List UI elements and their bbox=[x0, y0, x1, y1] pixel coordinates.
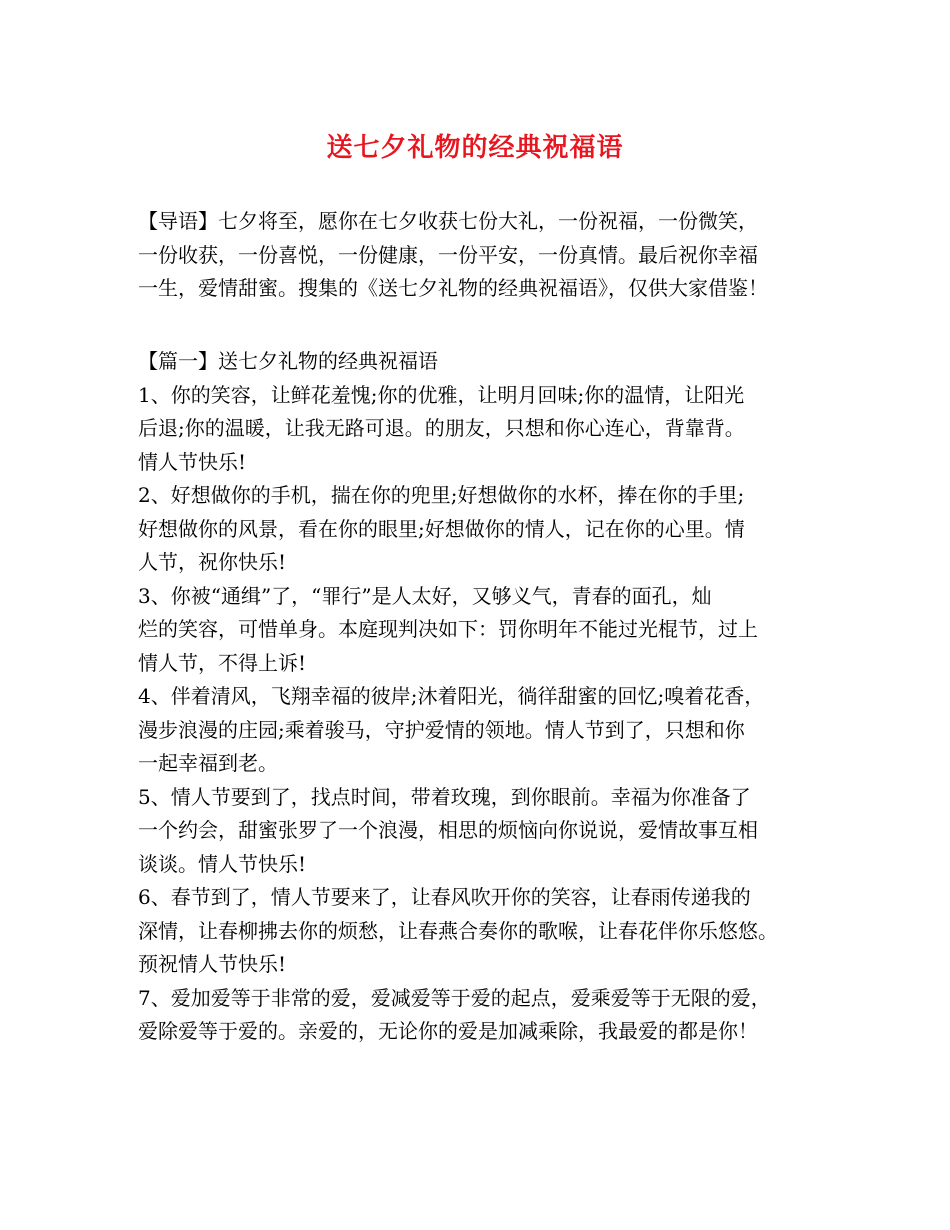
section-line: 爱除爱等于爱的。亲爱的，无论你的爱是加减乘除，我最爱的都是你！ bbox=[138, 1019, 758, 1043]
section-line: 一个约会，甜蜜张罗了一个浪漫，相思的烦恼向你说说，爱情故事互相 bbox=[138, 818, 758, 842]
section-line: 1、你的笑容，让鲜花羞愧;你的优雅，让明月回味;你的温情，让阳光 bbox=[138, 382, 745, 407]
section-line: 6、春节到了，情人节要来了，让春风吹开你的笑容，让春雨传递我的 bbox=[138, 885, 751, 909]
section-line: 深情，让春柳拂去你的烦愁，让春燕合奏你的歌喉，让春花伴你乐悠悠。 bbox=[138, 918, 778, 943]
intro-line: 【导语】七夕将至，愿你在七夕收获七份大礼，一份祝福，一份微笑， bbox=[138, 209, 758, 233]
section-line: 4、伴着清风，飞翔幸福的彼岸;沐着阳光，徜徉甜蜜的回忆;嗅着花香， bbox=[138, 684, 765, 708]
section-line: 烂的笑容，可惜单身。本庭现判决如下：罚你明年不能过光棍节，过上 bbox=[138, 617, 758, 641]
section-line: 谈谈。情人节快乐! bbox=[138, 851, 307, 876]
section-line: 后退;你的温暖，让我无路可退。的朋友，只想和你心连心，背靠背。 bbox=[138, 416, 745, 440]
intro-line: 一生，爱情甜蜜。搜集的《送七夕礼物的经典祝福语》，仅供大家借鉴！ bbox=[138, 276, 768, 300]
intro-line: 一份收获，一份喜悦，一份健康，一份平安，一份真情。最后祝你幸福 bbox=[138, 242, 758, 267]
section-line: 情人节快乐! bbox=[138, 449, 247, 474]
section-line: 7、爱加爱等于非常的爱，爱减爱等于爱的起点，爱乘爱等于无限的爱， bbox=[138, 985, 771, 1010]
section-heading: 【篇一】送七夕礼物的经典祝福语 bbox=[138, 349, 438, 373]
section-line: 2、好想做你的手机，揣在你的兜里;好想做你的水杯，捧在你的手里; bbox=[138, 483, 745, 507]
document-title: 送七夕礼物的经典祝福语 bbox=[326, 133, 624, 163]
section-line: 人节，祝你快乐! bbox=[138, 550, 287, 574]
section-line: 3、你被“通缉”了，“罪行”是人太好，又够义气，青春的面孔，灿 bbox=[138, 583, 712, 608]
section-line: 漫步浪漫的庄园;乘着骏马，守护爱情的领地。情人节到了，只想和你 bbox=[138, 717, 745, 742]
section-one bbox=[138, 345, 828, 1049]
intro-paragraph bbox=[138, 205, 828, 306]
section-line: 一起幸福到老。 bbox=[138, 751, 278, 775]
section-line: 5、情人节要到了，找点时间，带着玫瑰，到你眼前。幸福为你准备了 bbox=[138, 784, 751, 809]
section-line: 预祝情人节快乐! bbox=[138, 952, 287, 976]
section-line: 情人节，不得上诉! bbox=[138, 650, 307, 675]
section-line: 好想做你的风景，看在你的眼里;好想做你的情人，记在你的心里。情 bbox=[138, 516, 745, 541]
